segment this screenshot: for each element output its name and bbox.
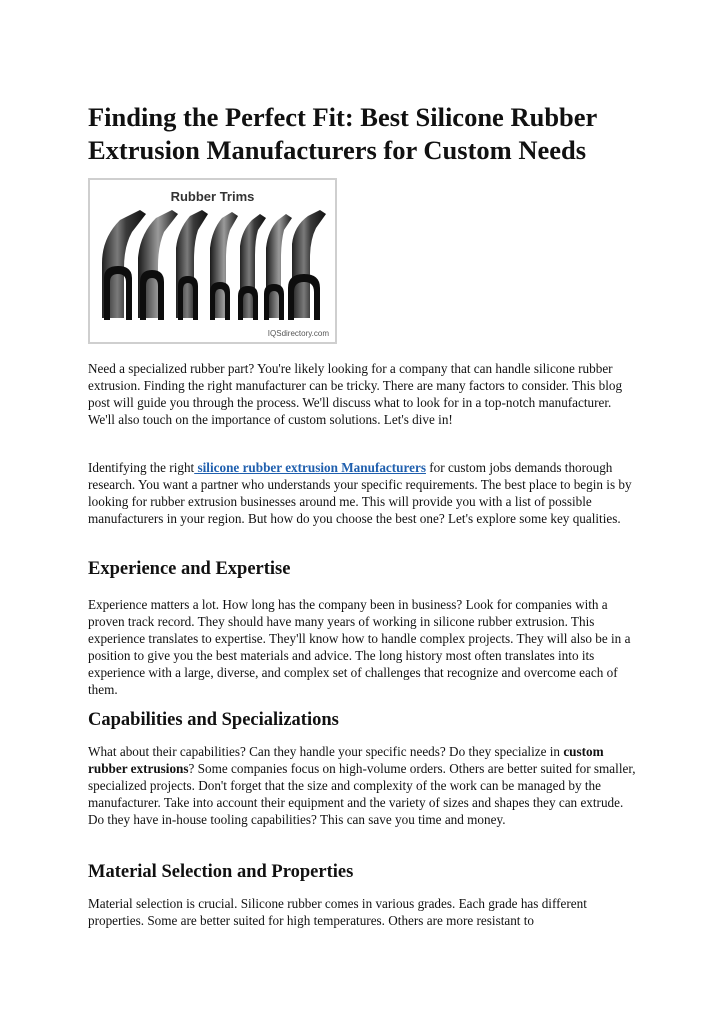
paragraph-material: Material selection is crucial. Silicone rubber comes in various grades. Each grade has different properties. Some are better suited for high temperatures. Others are more resistant to (88, 896, 587, 928)
heading-experience: Experience and Expertise (88, 559, 291, 579)
heading-material: Material Selection and Properties (88, 862, 354, 882)
paragraph-capabilities (88, 743, 636, 828)
rubber-trim-profiles-image (98, 208, 330, 323)
paragraph-text-after: for custom jobs demands thorough research. You want a partner who understands your specific requirements. The best place to begin is by looking for rubber extrusion businesses around me. This will provide you with a list of possible manufacturers in your region. But how do you choose the best one? Let's explore some key qualities. (88, 460, 632, 526)
figure-title: Rubber Trims (170, 189, 255, 204)
rubber-trims-figure (88, 178, 337, 344)
paragraph-identifying (88, 459, 636, 527)
figure-credit: IQSdirectory.com (267, 329, 329, 338)
heading-capabilities: Capabilities and Specializations (88, 710, 339, 730)
paragraph-text-before: Identifying the right (88, 460, 195, 475)
page-title: Finding the Perfect Fit: Best Silicone Rubber Extrusion Manufacturers for Custom Needs (88, 102, 597, 165)
silicone-rubber-extrusion-link[interactable]: silicone rubber extrusion Manufacturers (194, 460, 426, 475)
capabilities-text-after: ? Some companies focus on high-volume orders. Others are better suited for smaller, specialized projects. Don't forget that the size and complexity of the work can be managed by the manufacturer. Take into account their equipment and the variety of sizes and shapes they can extrude. Do they have in-house tooling capabilities? This can save you time and money. (88, 761, 636, 827)
intro-paragraph: Need a specialized rubber part? You're likely looking for a company that can handle silicone rubber extrusion. Finding the right manufacturer can be tricky. There are many factors to consider. This blog post will guide you through the process. We'll discuss what to look for in a top-notch manufacturer. We'll also touch on the importance of custom solutions. Let's dive in! (88, 361, 623, 427)
capabilities-text-before: What about their capabilities? Can they handle your specific needs? Do they specialize in (88, 744, 564, 759)
paragraph-experience: Experience matters a lot. How long has the company been in business? Look for companies with a proven track record. They should have many years of working in silicone rubber extrusion. This experience translates to expertise. They'll know how to handle complex projects. They will also be in a position to give you the best materials and advice. The long history most often translates into its experience with a large, diverse, and complex set of challenges that recognize and overcome each of them. (88, 597, 631, 697)
custom-rubber-extrusions-bold: custom rubber extrusions (88, 744, 604, 776)
